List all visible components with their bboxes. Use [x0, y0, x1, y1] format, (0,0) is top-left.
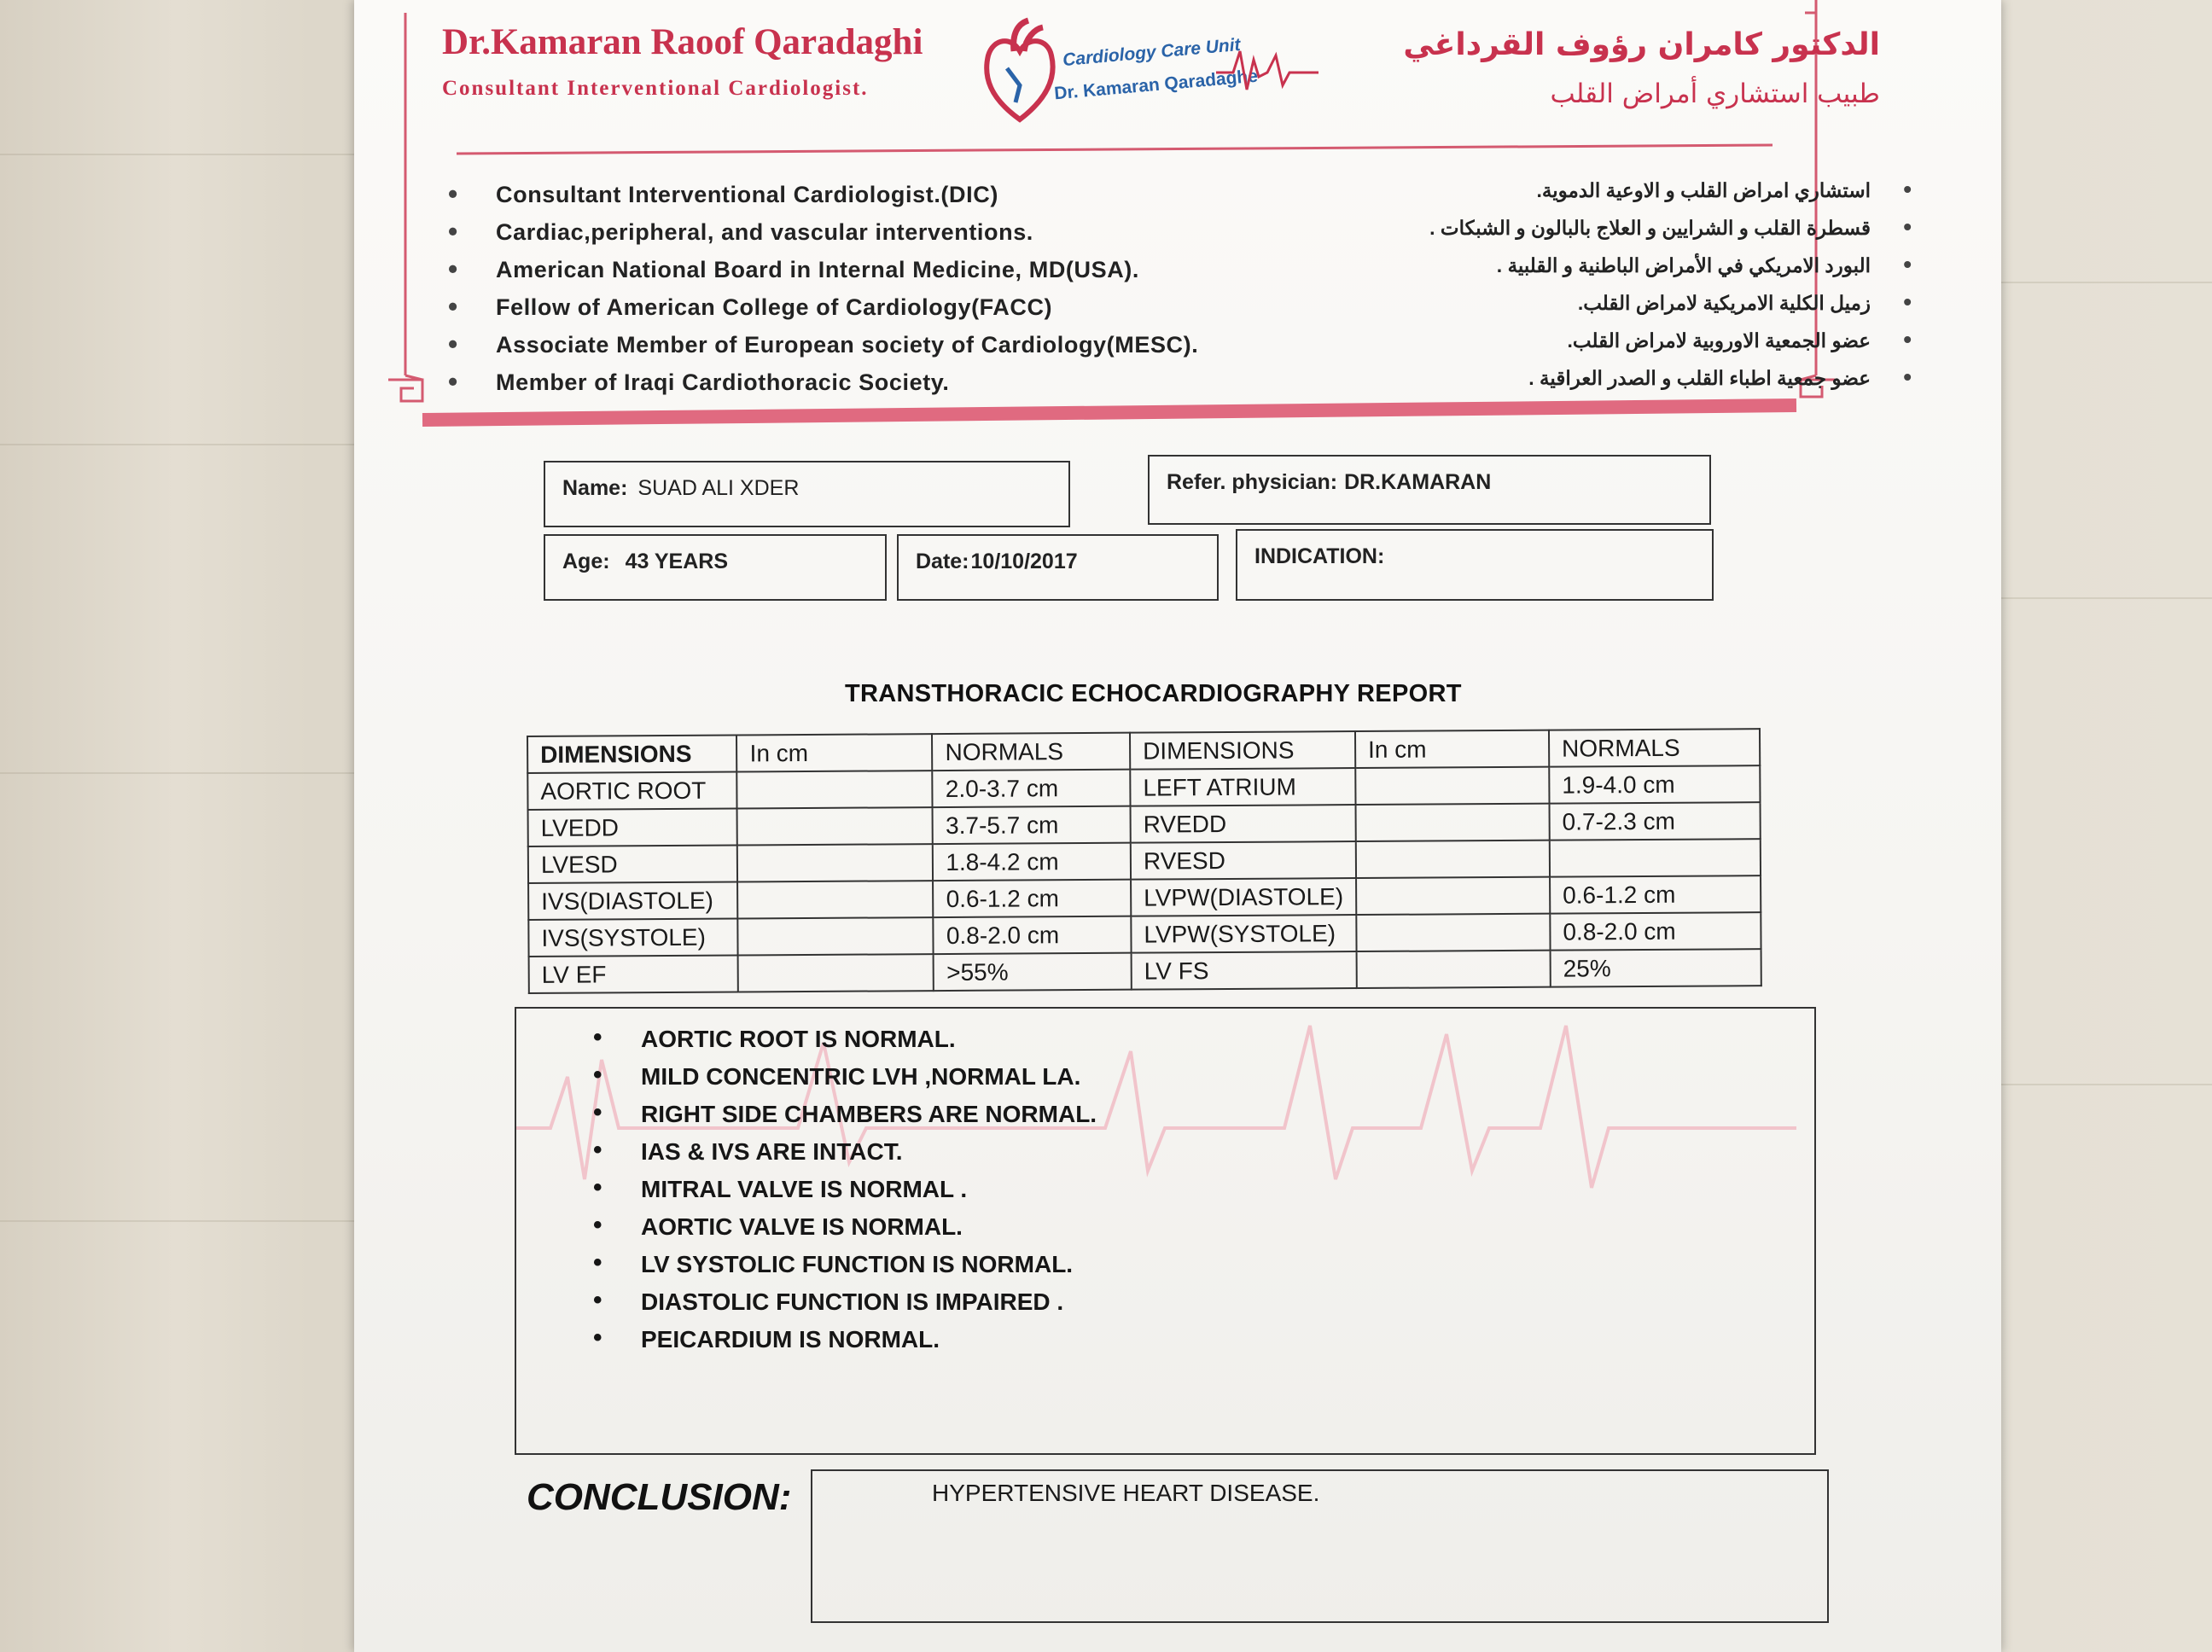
table-cell: AORTIC ROOT	[527, 771, 737, 809]
heart-icon	[981, 17, 1058, 128]
logo-unit-text: Cardiology Care Unit	[1062, 34, 1242, 71]
table-header-cell: In cm	[1355, 730, 1549, 768]
credential-item: • Fellow of American College of Cardiology(FACC)	[448, 294, 1198, 332]
table-cell	[738, 954, 934, 992]
table-cell: LVPW(DIASTOLE)	[1131, 878, 1356, 916]
desk-grain	[0, 444, 358, 445]
credential-item-ar: • استشاري امراض القلب و الاوعية الدموية.	[1429, 179, 1912, 217]
table-cell: 0.7-2.3 cm	[1549, 802, 1760, 841]
table-cell: IVS(SYSTOLE)	[528, 918, 738, 956]
credential-item-ar: • عضو جمعية اطباء القلب و الصدر العراقية .	[1429, 367, 1912, 404]
table-cell: 0.8-2.0 cm	[934, 916, 1132, 954]
finding-item: • RIGHT SIDE CHAMBERS ARE NORMAL.	[593, 1101, 1097, 1138]
findings-box	[515, 1007, 1816, 1455]
doctor-name-ar: الدكتور كامران رؤوف القرداغي	[1403, 27, 1880, 62]
report-title: TRANSTHORACIC ECHOCARDIOGRAPHY REPORT	[845, 680, 1462, 707]
table-cell: 2.0-3.7 cm	[933, 770, 1131, 807]
desk-grain	[0, 154, 358, 155]
refer-label: Refer. physician:	[1167, 470, 1338, 494]
table-cell	[1356, 914, 1550, 951]
age-label: Age:	[562, 550, 610, 573]
logo-doctor-text: Dr. Kamaran Qaradaghe	[1053, 66, 1259, 104]
patient-name-field	[544, 461, 1070, 527]
date-label: Date:	[916, 550, 969, 573]
clinic-logo	[981, 17, 1323, 128]
table-cell	[1356, 841, 1550, 878]
credential-item: • Member of Iraqi Cardiothoracic Society.	[448, 369, 1198, 407]
conclusion-box	[811, 1469, 1829, 1623]
table-cell	[1356, 877, 1550, 915]
report-sheet	[354, 0, 2001, 1652]
finding-item: • AORTIC ROOT IS NORMAL.	[593, 1026, 1097, 1063]
table-cell	[737, 844, 933, 881]
refer-value: DR.KAMARAN	[1344, 470, 1492, 494]
table-header-cell: DIMENSIONS	[527, 735, 737, 772]
desk-grain	[2001, 282, 2212, 283]
table-cell: LVPW(SYSTOLE)	[1131, 915, 1356, 953]
date-field	[897, 534, 1219, 601]
table-cell: LEFT ATRIUM	[1130, 768, 1355, 806]
table-header-cell: NORMALS	[1549, 729, 1760, 767]
table-cell: LVEDD	[528, 808, 738, 846]
indication-field	[1236, 529, 1714, 601]
finding-item: • PEICARDIUM IS NORMAL.	[593, 1326, 1097, 1364]
table-row	[529, 949, 1761, 993]
finding-item: • IAS & IVS ARE INTACT.	[593, 1138, 1097, 1176]
table-cell	[1355, 767, 1549, 805]
table-cell: 3.7-5.7 cm	[933, 806, 1131, 844]
table-cell	[1355, 804, 1549, 841]
table-cell: RVESD	[1131, 841, 1356, 880]
age-field	[544, 534, 887, 601]
table-cell: LV FS	[1132, 951, 1357, 990]
finding-item: • MILD CONCENTRIC LVH ,NORMAL LA.	[593, 1063, 1097, 1101]
credential-item: • Associate Member of European society of Cardiology(MESC).	[448, 332, 1198, 369]
indication-label: INDICATION:	[1254, 544, 1385, 568]
credential-item-ar: • البورد الامريكي في الأمراض الباطنية و القلبية .	[1429, 254, 1912, 292]
table-cell: 25%	[1551, 949, 1761, 987]
table-cell: LV EF	[529, 955, 739, 992]
table-cell: IVS(DIASTOLE)	[528, 881, 738, 919]
findings-list	[593, 1026, 1097, 1364]
doctor-name-en: Dr.Kamaran Raoof Qaradaghi	[442, 22, 923, 62]
table-cell: >55%	[934, 953, 1132, 991]
table-cell	[1550, 839, 1761, 877]
table-cell: RVEDD	[1131, 805, 1356, 843]
table-cell	[737, 771, 933, 808]
credential-item: • American National Board in Internal Medicine, MD(USA).	[448, 257, 1198, 294]
credential-item-ar: • زميل الكلية الامريكية لامراض القلب.	[1429, 292, 1912, 329]
finding-item: • LV SYSTOLIC FUNCTION IS NORMAL.	[593, 1251, 1097, 1288]
table-cell: LVESD	[528, 845, 738, 882]
age-value: 43 YEARS	[625, 550, 728, 573]
date-value: 10/10/2017	[970, 550, 1078, 573]
finding-item: • AORTIC VALVE IS NORMAL.	[593, 1213, 1097, 1251]
credential-item: • Cardiac,peripheral, and vascular interventions.	[448, 219, 1198, 257]
table-cell: 0.6-1.2 cm	[1550, 875, 1761, 914]
desk-grain	[0, 1220, 358, 1222]
table-header-cell: DIMENSIONS	[1130, 731, 1355, 770]
refer-physician-field	[1148, 455, 1711, 525]
ecg-icon	[1216, 43, 1318, 94]
credential-item-ar: • عضو الجمعية الاوروبية لامراض القلب.	[1429, 329, 1912, 367]
desk-grain	[2001, 597, 2212, 599]
name-value: SUAD ALI XDER	[637, 476, 800, 500]
table-cell: 0.6-1.2 cm	[934, 880, 1132, 917]
credentials-en-list	[448, 182, 1198, 407]
table-cell: 0.8-2.0 cm	[1550, 912, 1761, 951]
desk-grain	[0, 772, 358, 774]
table-cell	[738, 917, 934, 955]
dimensions-table	[527, 728, 1762, 994]
table-cell: 1.9-4.0 cm	[1549, 765, 1760, 804]
credential-item: • Consultant Interventional Cardiologist.(DIC)	[448, 182, 1198, 219]
conclusion-text: HYPERTENSIVE HEART DISEASE.	[932, 1480, 1320, 1506]
credential-item-ar: • قسطرة القلب و الشرايين و العلاج بالبالون و الشبكات .	[1429, 217, 1912, 254]
finding-item: • MITRAL VALVE IS NORMAL .	[593, 1176, 1097, 1213]
credentials-ar-list	[1429, 179, 1912, 404]
doctor-title-en: Consultant Interventional Cardiologist.	[442, 77, 869, 100]
name-label: Name:	[562, 476, 628, 500]
table-cell	[1356, 951, 1550, 988]
table-header-cell: In cm	[736, 734, 932, 771]
table-cell	[737, 807, 933, 845]
table-cell: 1.8-4.2 cm	[933, 843, 1131, 881]
desk-grain	[2001, 1084, 2212, 1085]
table-header-cell: NORMALS	[932, 733, 1130, 771]
table-cell	[738, 881, 934, 918]
doctor-title-ar: طبيب استشاري أمراض القلب	[1550, 79, 1880, 109]
finding-item: • DIASTOLIC FUNCTION IS IMPAIRED .	[593, 1288, 1097, 1326]
conclusion-label: CONCLUSION:	[527, 1476, 792, 1518]
